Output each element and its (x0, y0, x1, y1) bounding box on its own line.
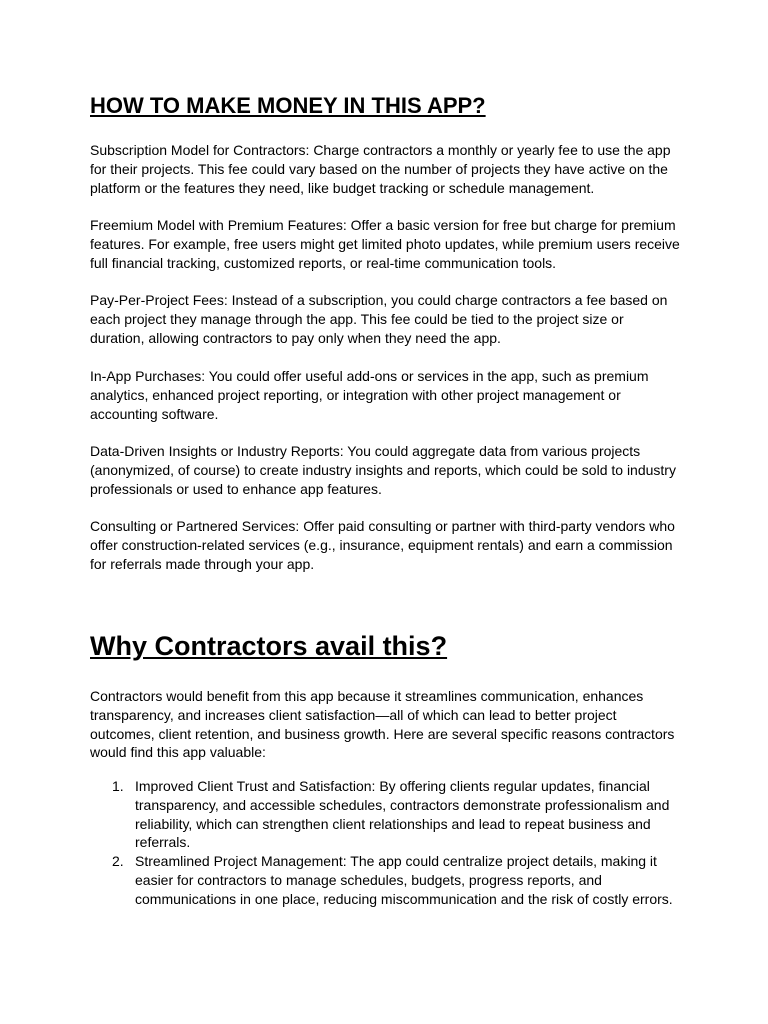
list-item-number: 2. (112, 853, 124, 870)
paragraph-contractor-benefits-intro: Contractors would benefit from this app because it streamlines communication, enhances transparency, and increases client satisfaction—all of which can lead to better project outcomes, client retention, and business growth. Here are several specific reasons contractors would find this app valuable: (90, 688, 675, 761)
paragraph-consulting-services: Consulting or Partnered Services: Offer paid consulting or partner with third-party vendors who offer construction-related services (e.g., insurance, equipment rentals) and earn a commission for referrals made through your app. (90, 518, 675, 572)
benefits-list (90, 777, 680, 909)
paragraph-in-app-purchases: In-App Purchases: You could offer useful add-ons or services in the app, such as premium analytics, enhanced project reporting, or integration with other project management or accounting software. (90, 368, 649, 422)
section-title-why-contractors: Why Contractors avail this? (90, 631, 448, 661)
list-item-number: 1. (112, 778, 124, 794)
section-title-monetization: HOW TO MAKE MONEY IN THIS APP? (90, 93, 486, 118)
paragraph-pay-per-project: Pay-Per-Project Fees: Instead of a subscription, you could charge contractors a fee based on each project they manage through the app. This fee could be tied to the project size or duration, allowing contractors to pay only when they need the app. (90, 292, 668, 346)
list-item (90, 852, 680, 908)
list-item (90, 777, 680, 852)
paragraph-data-insights: Data-Driven Insights or Industry Reports: You could aggregate data from various projects (anonymized, of course) to create industry insights and reports, which could be sold to industry professionals or used to enhance app features. (90, 443, 676, 497)
list-item-text: Streamlined Project Management: The app could centralize project details, making it easier for contractors to manage schedules, budgets, progress reports, and communications in one place, reducing miscommunication and the risk of costly errors. (135, 853, 673, 907)
list-item-text: Improved Client Trust and Satisfaction: By offering clients regular updates, financial transparency, and accessible schedules, contractors demonstrate professionalism and reliability, which can strengthen client relationships and lead to repeat business and referrals. (135, 778, 670, 851)
paragraph-freemium-model: Freemium Model with Premium Features: Offer a basic version for free but charge for premium features. For example, free users might get limited photo updates, while premium users receive full financial tracking, customized reports, or real-time communication tools. (90, 217, 680, 271)
paragraph-subscription-model: Subscription Model for Contractors: Charge contractors a monthly or yearly fee to use the app for their projects. This fee could vary based on the number of projects they have active on the platform or the features they need, like budget tracking or schedule management. (90, 142, 671, 196)
